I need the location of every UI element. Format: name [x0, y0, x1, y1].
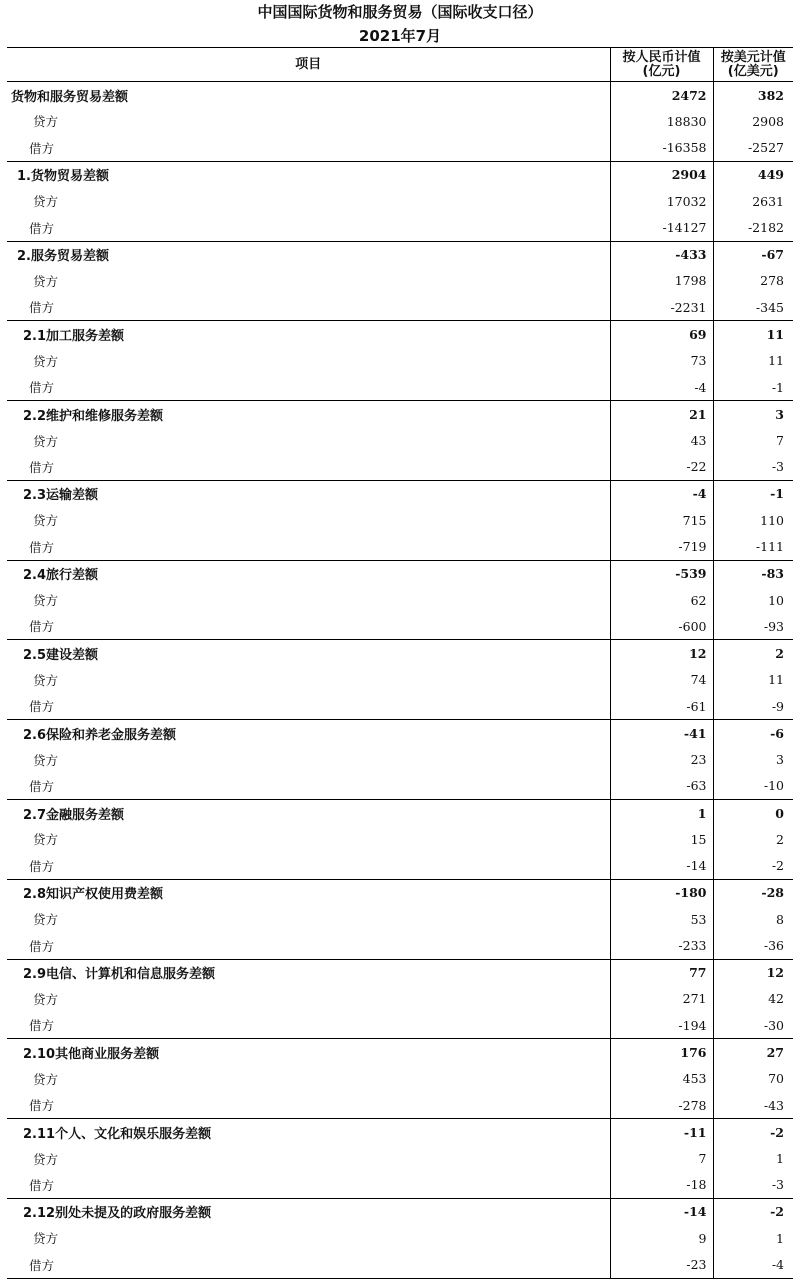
debit-row: [7, 135, 793, 162]
row-label: 贷方: [33, 832, 59, 848]
debit-row: [7, 1092, 793, 1119]
row-label: 借方: [7, 613, 610, 640]
rmb-value: -4: [610, 374, 713, 401]
row-label: 货物和服务贸易差额: [11, 89, 129, 105]
rmb-value: 69: [610, 321, 713, 348]
rmb-value: 271: [610, 986, 713, 1013]
rmb-value: -14: [610, 853, 713, 880]
usd-value: -3: [713, 454, 793, 481]
credit-row: [7, 986, 793, 1013]
rmb-value: 62: [610, 587, 713, 614]
row-label: 借方: [7, 454, 610, 481]
rmb-value: -278: [610, 1092, 713, 1119]
rmb-value: -22: [610, 454, 713, 481]
row-label: 借方: [7, 1012, 610, 1039]
debit-row: [7, 773, 793, 800]
rmb-value: -600: [610, 613, 713, 640]
usd-value: -2182: [713, 214, 793, 241]
rmb-value: 23: [610, 746, 713, 773]
rmb-value: 9: [610, 1225, 713, 1252]
debit-row: [7, 454, 793, 481]
usd-value: 3: [713, 401, 793, 428]
debit-row: [7, 294, 793, 321]
credit-row: [7, 587, 793, 614]
rmb-value: 2472: [610, 82, 713, 109]
usd-value: 2908: [713, 108, 793, 135]
row-label: 借方: [7, 374, 610, 401]
rmb-value: 2904: [610, 161, 713, 188]
row-label: 2.8知识产权使用费差额: [23, 887, 164, 903]
balance-row: [7, 640, 793, 667]
row-label: 2.3运输差额: [23, 488, 99, 504]
usd-value: -2: [713, 853, 793, 880]
usd-value: 449: [713, 161, 793, 188]
row-label: 贷方: [33, 672, 59, 688]
balance-row: [7, 560, 793, 587]
usd-value: -43: [713, 1092, 793, 1119]
debit-row: [7, 214, 793, 241]
balance-row: [7, 1039, 793, 1066]
debit-row: [7, 1252, 793, 1279]
rmb-value: 1: [610, 800, 713, 827]
rmb-value: -63: [610, 773, 713, 800]
usd-value: 1: [713, 1145, 793, 1172]
row-label: 贷方: [33, 1151, 59, 1167]
table-body: [7, 82, 793, 1279]
credit-row: [7, 906, 793, 933]
rmb-value: 18830: [610, 108, 713, 135]
credit-row: [7, 826, 793, 853]
credit-row: [7, 347, 793, 374]
usd-value: -3: [713, 1172, 793, 1199]
header-row: [7, 48, 793, 82]
row-label: 贷方: [33, 353, 59, 369]
usd-value: 2631: [713, 188, 793, 215]
balance-row: [7, 1198, 793, 1225]
balance-row: [7, 720, 793, 747]
balance-row: [7, 879, 793, 906]
row-label: 贷方: [33, 433, 59, 449]
rmb-value: -539: [610, 560, 713, 587]
row-label: 2.1加工服务差额: [23, 328, 125, 344]
usd-value: 110: [713, 507, 793, 534]
rmb-value: -194: [610, 1012, 713, 1039]
usd-value: 42: [713, 986, 793, 1013]
balance-row: [7, 480, 793, 507]
usd-value: 2: [713, 640, 793, 667]
rmb-value: 453: [610, 1065, 713, 1092]
usd-value: 11: [713, 321, 793, 348]
rmb-value: -61: [610, 693, 713, 720]
row-label: 贷方: [33, 912, 59, 928]
rmb-value: 43: [610, 427, 713, 454]
table-period: 2021年7月: [358, 27, 442, 45]
rmb-value: -719: [610, 534, 713, 561]
usd-value: 3: [713, 746, 793, 773]
rmb-value: 77: [610, 959, 713, 986]
usd-value: -9: [713, 693, 793, 720]
rmb-value: 17032: [610, 188, 713, 215]
row-label: 2.9电信、计算机和信息服务差额: [23, 967, 216, 983]
row-label: 2.2维护和维修服务差额: [23, 408, 164, 424]
usd-value: -28: [713, 879, 793, 906]
row-label: 借方: [7, 1172, 610, 1199]
row-label: 2.7金融服务差额: [23, 807, 125, 823]
row-label: 借方: [7, 214, 610, 241]
balance-row: [7, 1119, 793, 1146]
row-label: 贷方: [33, 194, 59, 210]
balance-row: [7, 959, 793, 986]
credit-row: [7, 1065, 793, 1092]
rmb-value: -23: [610, 1252, 713, 1279]
rmb-value: 715: [610, 507, 713, 534]
usd-value: -1: [713, 480, 793, 507]
balance-row: [7, 321, 793, 348]
credit-row: [7, 746, 793, 773]
usd-value: -36: [713, 933, 793, 960]
row-label: 2.6保险和养老金服务差额: [23, 727, 177, 743]
usd-value: -83: [713, 560, 793, 587]
usd-value: -67: [713, 241, 793, 268]
row-label: 借方: [7, 135, 610, 162]
row-label: 贷方: [33, 273, 59, 289]
credit-row: [7, 667, 793, 694]
row-label: 借方: [7, 853, 610, 880]
rmb-value: 15: [610, 826, 713, 853]
rmb-value: -233: [610, 933, 713, 960]
header-rmb: 按人民币计值 (亿元): [610, 48, 713, 82]
debit-row: [7, 534, 793, 561]
rmb-value: 1798: [610, 268, 713, 295]
usd-value: 11: [713, 667, 793, 694]
row-label: 贷方: [33, 752, 59, 768]
header-item: 项目: [7, 48, 610, 82]
credit-row: [7, 188, 793, 215]
row-label: 贷方: [33, 1231, 59, 1247]
usd-value: 382: [713, 82, 793, 109]
row-label: 借方: [7, 294, 610, 321]
credit-row: [7, 1225, 793, 1252]
usd-value: 12: [713, 959, 793, 986]
balance-row: [7, 401, 793, 428]
rmb-value: -433: [610, 241, 713, 268]
rmb-value: -14: [610, 1198, 713, 1225]
debit-row: [7, 693, 793, 720]
row-label: 借方: [7, 773, 610, 800]
row-label: 借方: [7, 693, 610, 720]
rmb-value: -18: [610, 1172, 713, 1199]
debit-row: [7, 1012, 793, 1039]
usd-value: 278: [713, 268, 793, 295]
row-label: 贷方: [33, 513, 59, 529]
rmb-value: 73: [610, 347, 713, 374]
rmb-value: -2231: [610, 294, 713, 321]
usd-value: -30: [713, 1012, 793, 1039]
row-label: 1.货物贸易差额: [17, 169, 109, 185]
usd-value: -345: [713, 294, 793, 321]
debit-row: [7, 853, 793, 880]
usd-value: 11: [713, 347, 793, 374]
rmb-value: 53: [610, 906, 713, 933]
rmb-value: -14127: [610, 214, 713, 241]
rmb-value: 12: [610, 640, 713, 667]
balance-row: [7, 800, 793, 827]
row-label: 2.4旅行差额: [23, 568, 99, 584]
usd-value: -2: [713, 1198, 793, 1225]
header-usd: 按美元计值 (亿美元): [713, 48, 793, 82]
row-label: 借方: [7, 1092, 610, 1119]
balance-row: [7, 241, 793, 268]
usd-value: -2527: [713, 135, 793, 162]
usd-value: -4: [713, 1252, 793, 1279]
usd-value: 27: [713, 1039, 793, 1066]
row-label: 贷方: [33, 991, 59, 1007]
rmb-value: 176: [610, 1039, 713, 1066]
balance-row: [7, 161, 793, 188]
debit-row: [7, 613, 793, 640]
row-label: 2.12别处未提及的政府服务差额: [23, 1206, 212, 1222]
balance-row: [7, 82, 793, 109]
rmb-value: -41: [610, 720, 713, 747]
usd-value: -10: [713, 773, 793, 800]
table-title: 中国国际货物和服务贸易（国际收支口径）: [257, 3, 543, 21]
debit-row: [7, 374, 793, 401]
row-label: 借方: [7, 1252, 610, 1279]
trade-table: [7, 47, 793, 1279]
rmb-value: -16358: [610, 135, 713, 162]
rmb-value: -180: [610, 879, 713, 906]
usd-value: -6: [713, 720, 793, 747]
debit-row: [7, 933, 793, 960]
credit-row: [7, 108, 793, 135]
row-label: 2.10其他商业服务差额: [23, 1046, 160, 1062]
usd-value: 70: [713, 1065, 793, 1092]
rmb-value: 74: [610, 667, 713, 694]
usd-value: -111: [713, 534, 793, 561]
usd-value: -1: [713, 374, 793, 401]
rmb-value: 21: [610, 401, 713, 428]
usd-value: 8: [713, 906, 793, 933]
row-label: 借方: [7, 534, 610, 561]
rmb-value: 7: [610, 1145, 713, 1172]
row-label: 2.服务贸易差额: [17, 249, 109, 265]
usd-value: -93: [713, 613, 793, 640]
row-label: 贷方: [33, 593, 59, 609]
row-label: 2.5建设差额: [23, 648, 99, 664]
usd-value: -2: [713, 1119, 793, 1146]
debit-row: [7, 1172, 793, 1199]
credit-row: [7, 427, 793, 454]
usd-value: 0: [713, 800, 793, 827]
rmb-value: -4: [610, 480, 713, 507]
row-label: 借方: [7, 933, 610, 960]
credit-row: [7, 268, 793, 295]
credit-row: [7, 1145, 793, 1172]
rmb-value: -11: [610, 1119, 713, 1146]
usd-value: 1: [713, 1225, 793, 1252]
row-label: 贷方: [33, 1071, 59, 1087]
usd-value: 7: [713, 427, 793, 454]
row-label: 2.11个人、文化和娱乐服务差额: [23, 1126, 212, 1142]
usd-value: 2: [713, 826, 793, 853]
usd-value: 10: [713, 587, 793, 614]
credit-row: [7, 507, 793, 534]
row-label: 贷方: [33, 114, 59, 130]
